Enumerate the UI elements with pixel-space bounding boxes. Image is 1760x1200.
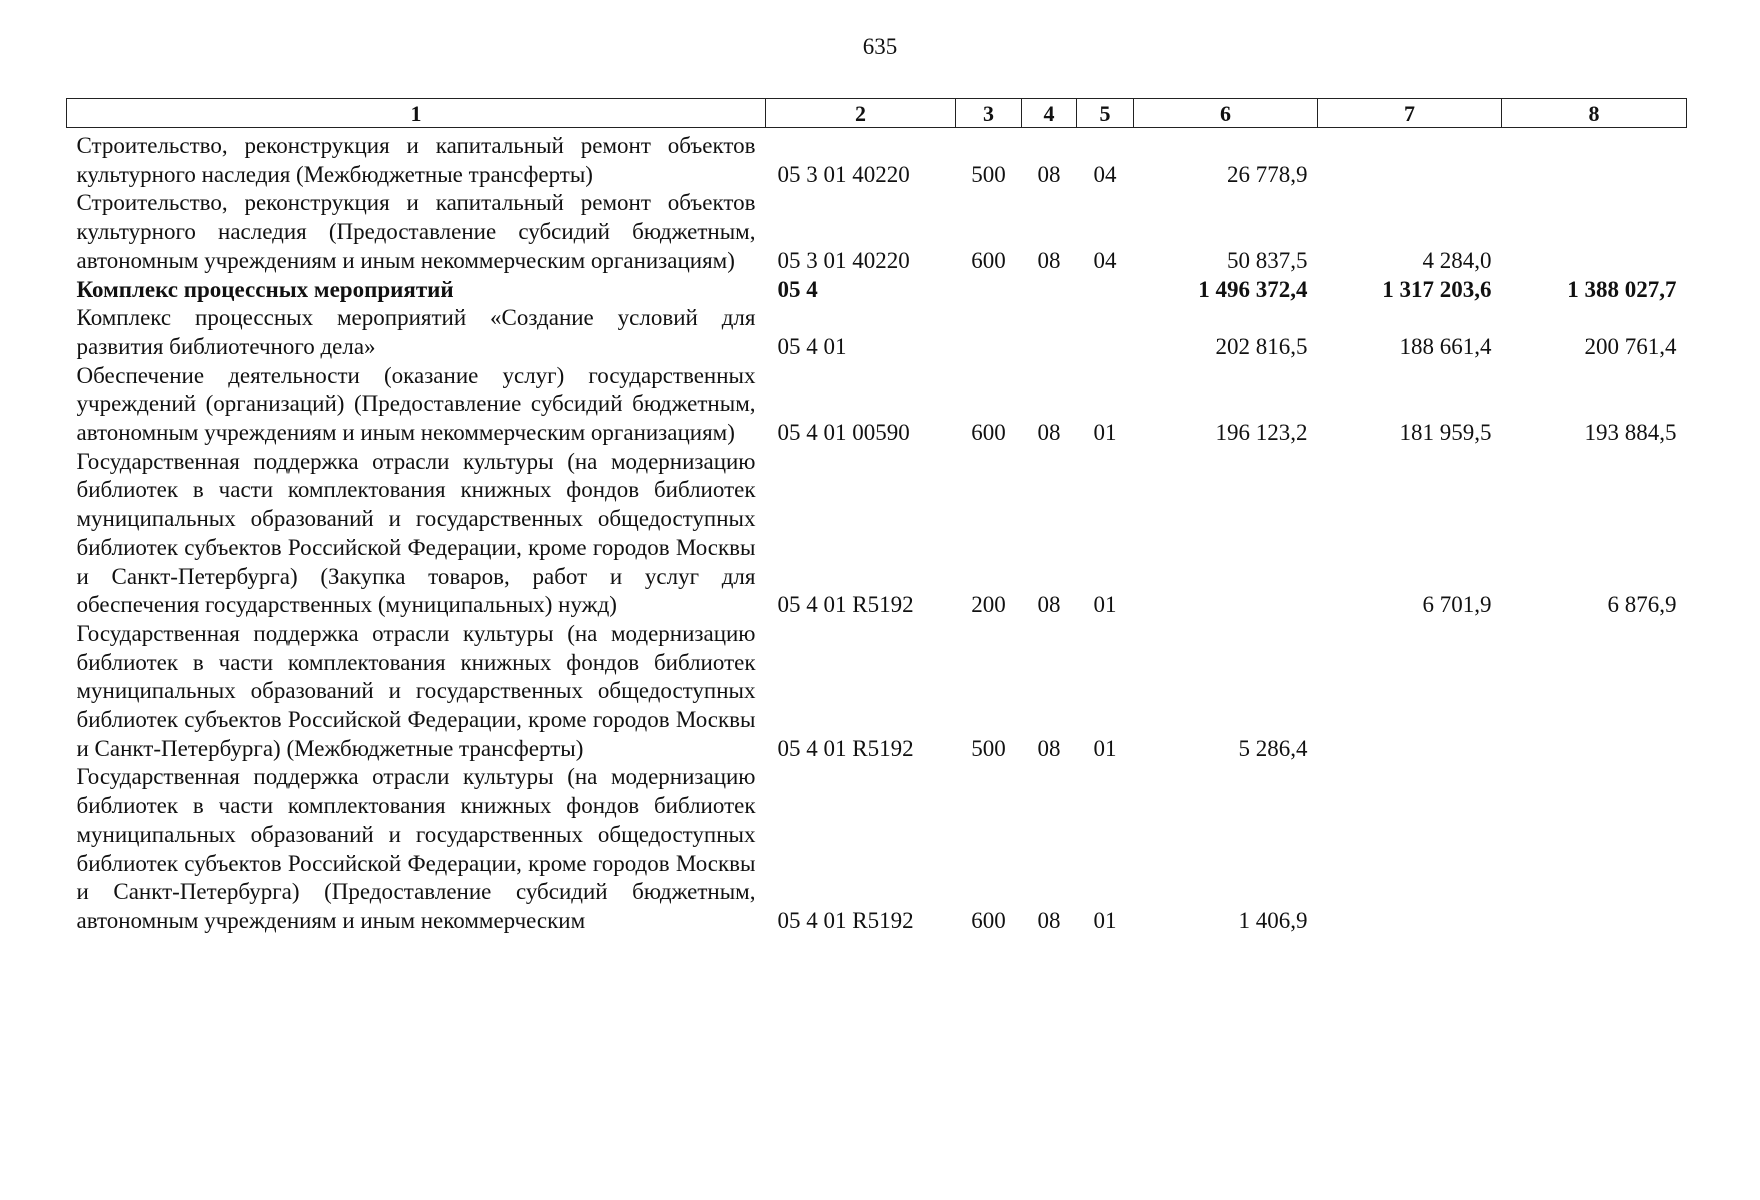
- table-body: [67, 128, 1687, 936]
- table-header: [67, 99, 1687, 128]
- row-col-4: 08: [1037, 161, 1061, 187]
- row-col-4: 08: [1037, 420, 1061, 446]
- row-description: Строительство, реконструкция и капитальный ремонт объектов культурного наследия (Межбюджетные трансферты): [76, 133, 756, 187]
- table-row: [67, 189, 1687, 275]
- row-col-4: 08: [1037, 247, 1061, 273]
- header-col-8: 8: [1502, 99, 1687, 128]
- row-col-3: 600: [971, 247, 1006, 273]
- row-col-4: 08: [1037, 592, 1061, 618]
- header-col-5: 5: [1077, 99, 1134, 128]
- row-col-5: [1077, 304, 1134, 361]
- row-col-3: 600: [971, 420, 1006, 446]
- row-code: 05 3 01 40220: [777, 247, 910, 273]
- row-col-6: 1 496 372,4: [1198, 276, 1308, 302]
- row-description: Комплекс процессных мероприятий «Создание условий для развития библиотечного дела»: [76, 305, 756, 359]
- header-col-3: 3: [956, 99, 1022, 128]
- row-code: 05 4 01 R5192: [777, 735, 914, 761]
- table-row: [67, 276, 1687, 305]
- row-col-5: 01: [1093, 735, 1117, 761]
- row-col-7: [1318, 620, 1502, 764]
- row-col-8: 200 761,4: [1584, 333, 1677, 359]
- row-col-6: 196 123,2: [1215, 420, 1308, 446]
- row-col-7: 6 701,9: [1422, 592, 1492, 618]
- table-row: [67, 304, 1687, 361]
- table-row: [67, 128, 1687, 190]
- row-col-5: 01: [1093, 592, 1117, 618]
- row-code: 05 4 01 R5192: [777, 592, 914, 618]
- budget-table: [66, 98, 1687, 936]
- row-col-8: 193 884,5: [1584, 420, 1677, 446]
- row-code: 05 4 01 00590: [777, 420, 910, 446]
- row-col-7: 1 317 203,6: [1382, 276, 1492, 302]
- row-col-3: 600: [971, 907, 1006, 933]
- row-col-8: [1502, 763, 1687, 935]
- row-col-6: 50 837,5: [1227, 247, 1308, 273]
- row-col-6: [1134, 448, 1318, 620]
- row-col-3: 500: [971, 735, 1006, 761]
- row-col-3: [956, 276, 1022, 305]
- row-code: 05 3 01 40220: [777, 161, 910, 187]
- table-row: [67, 448, 1687, 620]
- row-description: Государственная поддержка отрасли культуры (на модернизацию библиотек в части комплектования книжных фондов библиотек муниципальных образований и государственных общедоступных библиотек субъектов Российской Федерации, кроме городов Москвы и Санкт-Петербурга) (Межбюджетные трансферты): [76, 620, 756, 761]
- row-col-7: [1318, 763, 1502, 935]
- row-description: Обеспечение деятельности (оказание услуг) государственных учреждений (организаций) (Предоставление субсидий бюджетным, автономным учреждениям и иным некоммерческим организациям): [76, 362, 756, 446]
- row-col-5: 01: [1093, 420, 1117, 446]
- row-col-5: [1077, 276, 1134, 305]
- header-col-4: 4: [1022, 99, 1077, 128]
- row-col-6: 1 406,9: [1238, 907, 1308, 933]
- row-col-6: 202 816,5: [1215, 333, 1308, 359]
- row-col-5: 04: [1093, 161, 1117, 187]
- row-col-8: 1 388 027,7: [1567, 276, 1677, 302]
- row-col-6: 26 778,9: [1227, 161, 1308, 187]
- header-row: [67, 99, 1687, 128]
- row-col-8: [1502, 128, 1687, 190]
- row-col-5: 04: [1093, 247, 1117, 273]
- row-col-7: [1318, 128, 1502, 190]
- table-row: [67, 763, 1687, 935]
- row-col-4: 08: [1037, 907, 1061, 933]
- row-code: 05 4: [777, 276, 818, 302]
- header-col-2: 2: [766, 99, 956, 128]
- row-col-4: [1022, 276, 1077, 305]
- row-col-5: 01: [1093, 907, 1117, 933]
- row-col-3: 500: [971, 161, 1006, 187]
- row-description: Государственная поддержка отрасли культуры (на модернизацию библиотек в части комплектования книжных фондов библиотек муниципальных образований и государственных общедоступных библиотек субъектов Российской Федерации, кроме городов Москвы и Санкт-Петербурга) (Закупка товаров, работ и услуг для обеспечения государственных (муниципальных) нужд): [76, 448, 756, 618]
- row-col-3: [956, 304, 1022, 361]
- header-col-6: 6: [1134, 99, 1318, 128]
- row-col-4: [1022, 304, 1077, 361]
- row-col-7: 4 284,0: [1422, 247, 1492, 273]
- row-description: Комплекс процессных мероприятий: [76, 276, 454, 302]
- row-code: 05 4 01 R5192: [777, 907, 914, 933]
- table-row: [67, 362, 1687, 448]
- row-col-8: [1502, 620, 1687, 764]
- row-code: 05 4 01: [777, 333, 847, 359]
- row-col-8: 6 876,9: [1607, 592, 1677, 618]
- row-col-7: 181 959,5: [1399, 420, 1492, 446]
- row-col-4: 08: [1037, 735, 1061, 761]
- page-number: 635: [862, 34, 898, 59]
- row-col-6: 5 286,4: [1238, 735, 1308, 761]
- header-col-7: 7: [1318, 99, 1502, 128]
- row-col-8: [1502, 189, 1687, 275]
- row-col-7: 188 661,4: [1399, 333, 1492, 359]
- row-description: Строительство, реконструкция и капитальный ремонт объектов культурного наследия (Предоставление субсидий бюджетным, автономным учреждениям и иным некоммерческим организациям): [76, 190, 756, 273]
- header-col-1: 1: [67, 99, 766, 128]
- table-row: [67, 620, 1687, 764]
- row-description: Государственная поддержка отрасли культуры (на модернизацию библиотек в части комплектования книжных фондов библиотек муниципальных образований и государственных общедоступных библиотек субъектов Российской Федерации, кроме городов Москвы и Санкт-Петербурга) (Предоставление субсидий бюджетным, автономным учреждениям и иным некоммерческим: [76, 764, 756, 933]
- row-col-3: 200: [971, 592, 1006, 618]
